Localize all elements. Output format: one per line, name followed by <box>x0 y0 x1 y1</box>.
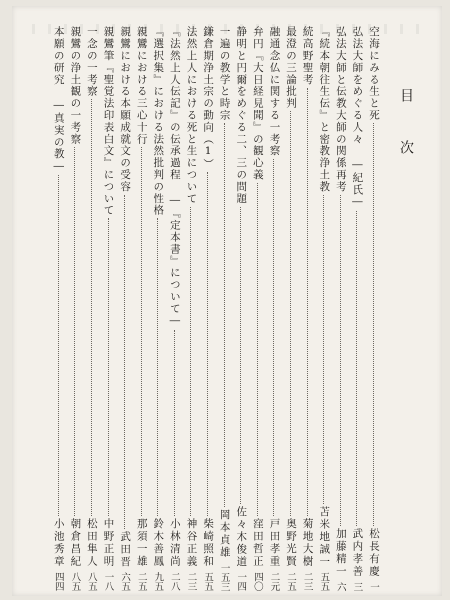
entry-author: 鈴木善鳳 <box>152 518 165 568</box>
entry-author: 小林清尚 <box>168 518 181 568</box>
entry-page-number: 四〇 <box>251 572 263 591</box>
entry-page-number: 三 <box>351 581 363 591</box>
entry-author: 神谷正義 <box>185 518 198 568</box>
toc-entry <box>284 26 297 591</box>
entry-page-number: 五五 <box>318 572 330 591</box>
entry-page-number: 一八 <box>102 572 114 591</box>
dot-leader <box>91 99 92 516</box>
entry-author: 武内孝善 <box>351 527 364 578</box>
dot-leader <box>207 172 208 516</box>
entry-title: 『法然上人伝記』の伝承過程 ―『定本書』について― <box>168 26 181 328</box>
entry-page-number: 六 <box>334 581 346 591</box>
dot-leader <box>373 123 374 525</box>
toc-entry <box>102 26 115 591</box>
entry-author: 朝倉昌紀 <box>69 518 82 568</box>
entry-page-number: 九五 <box>152 572 164 591</box>
entry-author: 柴崎照和 <box>202 518 215 568</box>
toc-entry <box>334 26 347 591</box>
entry-title: 弁円『大日経見聞』の観心義 <box>251 26 264 181</box>
entry-page-number: 六五 <box>119 572 131 591</box>
toc-entry <box>251 26 264 591</box>
entry-title: 法然上人における死と生について <box>185 26 198 205</box>
entry-title: 続高野聖考 <box>301 26 314 86</box>
entry-author: 佐々木俊道 <box>235 505 248 568</box>
entry-author: 菊地大樹 <box>301 518 314 568</box>
entry-page-number: 四四 <box>52 572 64 591</box>
dot-leader <box>141 147 142 516</box>
entry-author: 加藤精一 <box>334 527 347 578</box>
entry-title: 融通念仏に関する一考察 <box>268 26 281 157</box>
entry-page-number: 八五 <box>69 572 81 591</box>
entry-title: 空海にみる生と死 <box>368 26 380 122</box>
entry-author: 戸田孝重 <box>268 518 281 568</box>
toc-entry <box>317 26 330 591</box>
entry-title: 『選択集』における法然批判の性格 <box>152 26 165 217</box>
entry-title: 『続本朝往生伝』と密教浄土教 <box>318 26 331 193</box>
entry-author: 窪田哲正 <box>251 518 264 568</box>
entry-title: 鎌倉期浄土宗の動向（1） <box>202 26 215 171</box>
toc-entry <box>301 26 314 591</box>
entry-title: 本願の研究 ―真実の教― <box>52 26 65 174</box>
dot-leader <box>224 123 225 506</box>
entry-author: 岡本貞雄 <box>218 508 231 559</box>
toc-entry <box>85 26 98 591</box>
toc-entry <box>218 26 231 591</box>
dot-leader <box>190 207 191 517</box>
dot-leader <box>290 111 291 516</box>
entry-page-number: 二元 <box>268 572 280 591</box>
entry-page-number: 二五 <box>135 572 147 591</box>
entry-title: 親鸞における本願成就文の受容 <box>119 26 132 193</box>
toc-entry <box>267 26 280 591</box>
table-of-contents <box>52 26 380 591</box>
entry-author: 松長有慶 <box>368 527 380 578</box>
entry-title: 親鸞の浄土観の一考察 <box>69 26 82 145</box>
entry-author: 武田晋 <box>119 530 132 568</box>
dot-leader <box>108 218 109 516</box>
entry-page-number: 一五三 <box>218 562 230 591</box>
dot-leader <box>257 183 258 516</box>
toc-entry <box>135 26 148 591</box>
entry-author: 那須一雄 <box>135 518 148 568</box>
dot-leader <box>174 330 175 516</box>
toc-entry <box>201 26 214 591</box>
dot-leader <box>340 195 341 526</box>
dot-leader <box>307 88 308 517</box>
entry-page-number: 二三 <box>185 572 197 591</box>
entry-author: 苫米地誠一 <box>318 505 331 568</box>
toc-entry <box>234 26 247 591</box>
entry-title: 弘法大師と伝教大師の関係再考 <box>334 26 347 193</box>
toc-entry <box>367 26 380 591</box>
entry-page-number: 二五 <box>285 572 297 591</box>
dot-leader <box>124 195 125 529</box>
dot-leader <box>356 211 357 526</box>
toc-entry <box>52 26 65 591</box>
dot-leader <box>157 218 158 516</box>
entry-title: 一遍の教学と時宗 <box>218 26 231 122</box>
entry-author: 中野正明 <box>102 518 115 568</box>
toc-entry <box>118 26 131 591</box>
entry-title: 最澄の三論批判 <box>285 26 298 110</box>
toc-entry <box>350 26 363 591</box>
entry-author: 奥野光賢 <box>285 518 298 568</box>
entry-page-number: 五五 <box>202 572 214 591</box>
entry-page-number: 二八 <box>168 572 180 591</box>
dot-leader <box>323 195 324 504</box>
book-page <box>12 6 442 596</box>
toc-entry <box>151 26 164 591</box>
page-title: 目次 <box>398 88 414 192</box>
entry-title: 一念の一考察 <box>85 26 98 98</box>
entry-page-number: 八五 <box>85 572 97 591</box>
toc-entry <box>168 26 181 591</box>
entry-title: 弘法大師をめぐる人々 ―紀氏― <box>351 26 364 209</box>
dot-leader <box>58 175 59 516</box>
entry-author: 小池秀章 <box>52 518 65 568</box>
entry-page-number: 一 <box>368 581 379 591</box>
entry-page-number: 二三 <box>301 572 313 591</box>
dot-leader <box>273 159 274 516</box>
entry-title: 静明と円爾をめぐる二、三の問題 <box>235 26 248 205</box>
toc-entry <box>68 26 81 591</box>
toc-entry <box>184 26 197 591</box>
entry-title: 親鸞における三心十行 <box>135 26 148 145</box>
entry-page-number: 一四 <box>235 572 247 591</box>
dot-leader <box>240 207 241 504</box>
dot-leader <box>74 147 75 516</box>
entry-title: 親鸞筆『聖覚法印表白文』について <box>102 26 115 217</box>
entry-author: 松田隼人 <box>85 518 98 568</box>
